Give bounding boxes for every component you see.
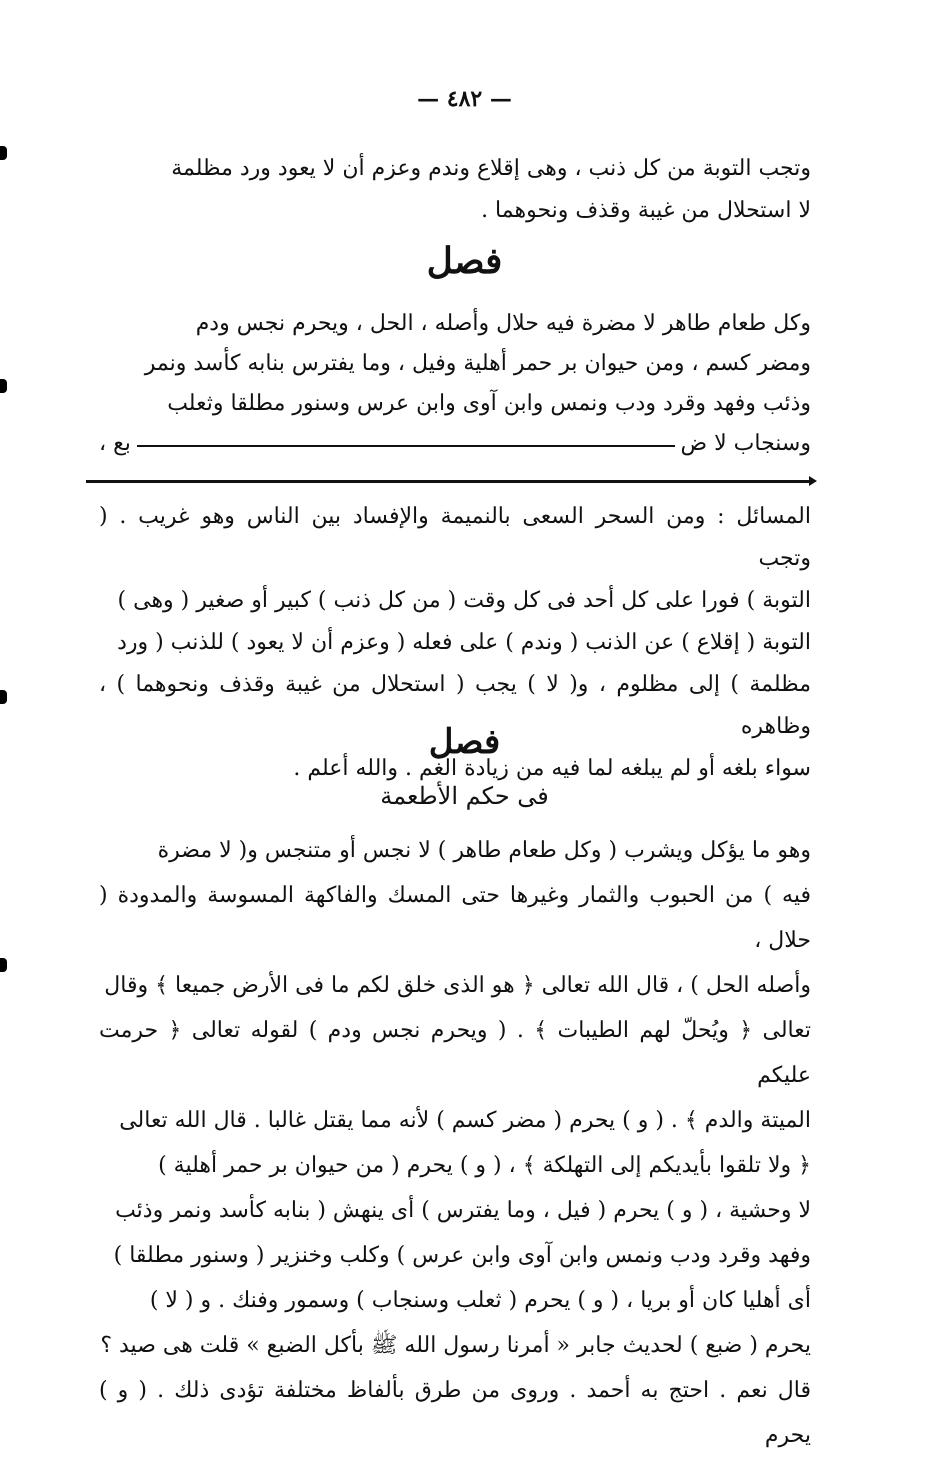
text-line: ومضر كسم ، ومن حيوان بر حمر أهلية وفيل ، وما يفترس بنابه كأسد ونمر xyxy=(144,351,811,376)
matn-top-paragraph xyxy=(99,148,811,232)
continuation-rule xyxy=(137,445,675,447)
section-heading: فصل xyxy=(426,240,503,282)
text-line: تعالى ﴿ ويُحلّ لهم الطيبات ﴾ . ( ويحرم نجس ودم ) لقوله تعالى ﴿ حرمت عليكم xyxy=(99,1018,811,1088)
text-line: وهو ما يؤكل ويشرب ( وكل طعام طاهر ) لا نجس أو متنجس و( لا مضرة xyxy=(157,838,811,863)
margin-mark xyxy=(0,146,7,160)
text-line: التوبة ( إقلاع ) عن الذنب ( وندم ) على فعله ( وعزم أن لا يعود ) للذنب ( ورد xyxy=(117,630,811,655)
page-number: — ٤٨٢ — xyxy=(417,86,512,112)
text-line: فيه ) من الحبوب والثمار وغيرها حتى المسك والفاكهة المسوسة والمدودة ( حلال ، xyxy=(99,883,811,953)
text-line: وتجب التوبة من كل ذنب ، وهى إقلاع وندم وعزم أن لا يعود ورد مظلمة xyxy=(171,156,811,181)
commentary-paragraph xyxy=(99,828,811,1458)
text-line: يحرم ( ضبع ) لحديث جابر « أمرنا رسول الله ﷺ بأكل الضبع » قلت هى صيد ؟ xyxy=(100,1333,811,1358)
margin-mark xyxy=(0,958,7,972)
margin-mark xyxy=(0,690,7,704)
text-line: وأصله الحل ) ، قال الله تعالى ﴿ هو الذى خلق لكم ما فى الأرض جميعا ﴾ وقال xyxy=(104,973,811,998)
matn-sharh-divider xyxy=(86,480,811,483)
text-line: سواء بلغه أو لم يبلغه لما فيه من زيادة الغم . والله أعلم . xyxy=(293,756,811,781)
text-line: ﴿ ولا تلقوا بأيديكم إلى التهلكة ﴾ ، ( و ) يحرم ( من حيوان بر حمر أهلية ) xyxy=(158,1153,811,1178)
text-line: الميتة والدم ﴾ . ( و ) يحرم ( مضر كسم ) لأنه مما يقتل غالبا . قال الله تعالى xyxy=(119,1108,811,1133)
text-line: وذئب وفهد وقرد ودب ونمس وابن آوى وابن عرس وسنور مطلقا وثعلب xyxy=(167,391,811,416)
section-subheading: فى حكم الأطعمة xyxy=(380,782,549,810)
matn-section-paragraph xyxy=(99,304,811,464)
text-line: المسائل : ومن السحر السعى بالنميمة والإفساد بين الناس وهو غريب . ( وتجب xyxy=(99,504,811,571)
section-heading: فصل xyxy=(428,722,501,762)
text-line: لا وحشية ، ( و ) يحرم ( فيل ، وما يفترس ) أى ينهش ( بنابه كأسد ونمر وذئب xyxy=(115,1198,811,1223)
text-line-continued xyxy=(99,424,811,464)
text-line: التوبة ) فورا على كل أحد فى كل وقت ( من كل ذنب ) كبير أو صغير ( وهى ) xyxy=(117,588,811,613)
text-line: قال نعم . احتج به أحمد . وروى من طرق بألفاظ مختلفة تؤدى ذلك . ( و ) يحرم xyxy=(99,1378,811,1448)
text-fragment: بع ، xyxy=(99,431,131,456)
margin-mark xyxy=(0,379,7,393)
text-line: وكل طعام طاهر لا مضرة فيه حلال وأصله ، الحل ، ويحرم نجس ودم xyxy=(195,311,811,336)
text-line: لا استحلال من غيبة وقذف ونحوهما . xyxy=(481,198,811,223)
text-line: وفهد وقرد ودب ونمس وابن آوى وابن عرس ) وكلب وخنزير ( وسنور مطلقا ) xyxy=(113,1243,811,1268)
text-line: أى أهليا كان أو بريا ، ( و ) يحرم ( ثعلب وسنجاب ) وسمور وفنك . و ( لا ) xyxy=(149,1288,811,1313)
text-fragment: وسنجاب لا ض xyxy=(680,431,811,456)
text-line: مظلمة ) إلى مظلوم ، و( لا ) يجب ( استحلال من غيبة وقذف ونحوهما ) ، وظاهره xyxy=(99,672,811,739)
